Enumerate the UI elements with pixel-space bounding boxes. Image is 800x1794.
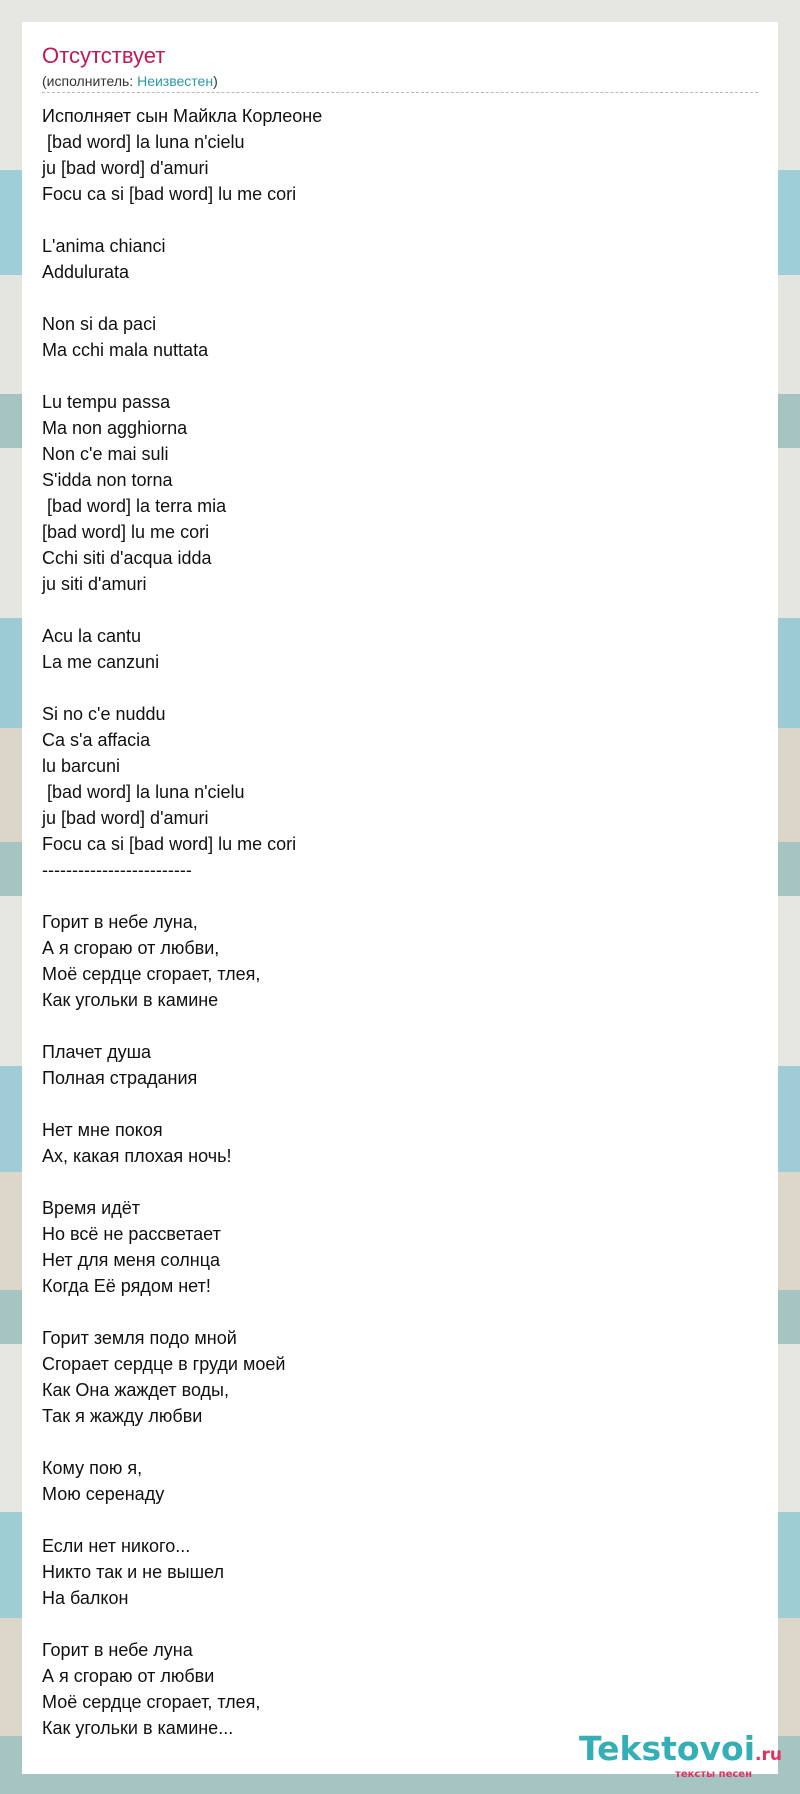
lyric-line	[42, 1429, 758, 1455]
lyric-line: S'idda non torna	[42, 470, 173, 490]
lyric-line: ju siti d'amuri	[42, 574, 147, 594]
lyric-line: [bad word] la terra mia	[42, 496, 227, 516]
lyric-line: Ma non agghiorna	[42, 418, 188, 438]
lyric-line: А я сгораю от любви,	[42, 938, 220, 958]
lyric-line: ju [bad word] d'amuri	[42, 808, 209, 828]
lyric-line: Горит в небе луна,	[42, 912, 198, 932]
lyric-line: Focu ca si [bad word] lu me cori	[42, 834, 297, 854]
lyric-line: Исполняет сын Майкла Корлеоне	[42, 106, 323, 126]
lyric-line: А я сгораю от любви	[42, 1666, 215, 1686]
lyric-line	[42, 1013, 758, 1039]
lyrics-card	[22, 22, 778, 1774]
lyric-line: Addulurata	[42, 262, 130, 282]
lyric-line: Ma cchi mala nuttata	[42, 340, 209, 360]
lyric-line: Si no c'e nuddu	[42, 704, 166, 724]
lyric-line: Как Она жаждет воды,	[42, 1380, 229, 1400]
lyric-line	[42, 597, 758, 623]
lyric-line: Acu la cantu	[42, 626, 142, 646]
site-logo[interactable]	[579, 1731, 782, 1780]
lyric-line: Cchi siti d'acqua idda	[42, 548, 212, 568]
lyric-line	[42, 285, 758, 311]
lyric-line	[42, 675, 758, 701]
lyric-line: Кому пою я,	[42, 1458, 143, 1478]
lyric-line: Никто так и не вышел	[42, 1562, 224, 1582]
lyric-line: Ах, какая плохая ночь!	[42, 1146, 232, 1166]
lyric-line: [bad word] lu me cori	[42, 522, 210, 542]
lyric-line: [bad word] la luna n'cielu	[42, 132, 245, 152]
lyric-line	[42, 1611, 758, 1637]
lyric-line: Горит в небе луна	[42, 1640, 193, 1660]
logo-wordmark	[579, 1731, 782, 1773]
lyric-line: Нет для меня солнца	[42, 1250, 221, 1270]
lyric-line: Non c'e mai suli	[42, 444, 169, 464]
lyric-line	[42, 1091, 758, 1117]
lyric-line	[42, 1299, 758, 1325]
lyric-line	[42, 1507, 758, 1533]
lyric-line: Focu ca si [bad word] lu me cori	[42, 184, 297, 204]
lyric-line: Сгорает сердце в груди моей	[42, 1354, 286, 1374]
lyric-line	[42, 1169, 758, 1195]
artist-line	[42, 72, 758, 90]
artist-suffix: )	[213, 73, 218, 89]
lyric-line: -------------------------	[42, 860, 192, 880]
lyric-line: На балкон	[42, 1588, 129, 1608]
lyric-line	[42, 207, 758, 233]
logo-tagline: тексты песен	[675, 1769, 752, 1780]
lyric-line: Если нет никого...	[42, 1536, 191, 1556]
lyric-line: Как угольки в камине	[42, 990, 219, 1010]
lyric-line: Плачет душа	[42, 1042, 152, 1062]
lyric-line: Полная страдания	[42, 1068, 198, 1088]
lyric-line: La me canzuni	[42, 652, 160, 672]
lyric-line: Горит земля подо мной	[42, 1328, 237, 1348]
lyric-line	[42, 883, 758, 909]
lyric-line: Ca s'a affacia	[42, 730, 151, 750]
song-title: Отсутствует	[42, 43, 166, 68]
lyric-line: lu barcuni	[42, 756, 121, 776]
lyric-line: Моё сердце сгорает, тлея,	[42, 964, 261, 984]
lyric-line: Моё сердце сгорает, тлея,	[42, 1692, 261, 1712]
lyric-line	[42, 363, 758, 389]
lyric-line: Так я жажду любви	[42, 1406, 203, 1426]
header-divider	[42, 92, 758, 93]
lyric-line: ju [bad word] d'amuri	[42, 158, 209, 178]
logo-domain: .ru	[755, 1745, 782, 1765]
lyrics-text	[42, 103, 758, 1741]
lyric-line: Мою серенаду	[42, 1484, 165, 1504]
lyric-line: Нет мне покоя	[42, 1120, 163, 1140]
lyric-line: Non si da paci	[42, 314, 157, 334]
lyric-line: L'anima chianci	[42, 236, 166, 256]
lyric-line: Когда Её рядом нет!	[42, 1276, 211, 1296]
lyric-line: Как угольки в камине...	[42, 1718, 234, 1738]
lyric-line: Время идёт	[42, 1198, 140, 1218]
logo-name: Tekstovoi	[579, 1729, 756, 1768]
lyric-line: Но всё не рассветает	[42, 1224, 221, 1244]
lyric-line: Lu tempu passa	[42, 392, 171, 412]
artist-prefix: (исполнитель:	[42, 73, 138, 89]
lyric-line: [bad word] la luna n'cielu	[42, 782, 245, 802]
artist-link[interactable]: Неизвестен	[137, 73, 214, 89]
